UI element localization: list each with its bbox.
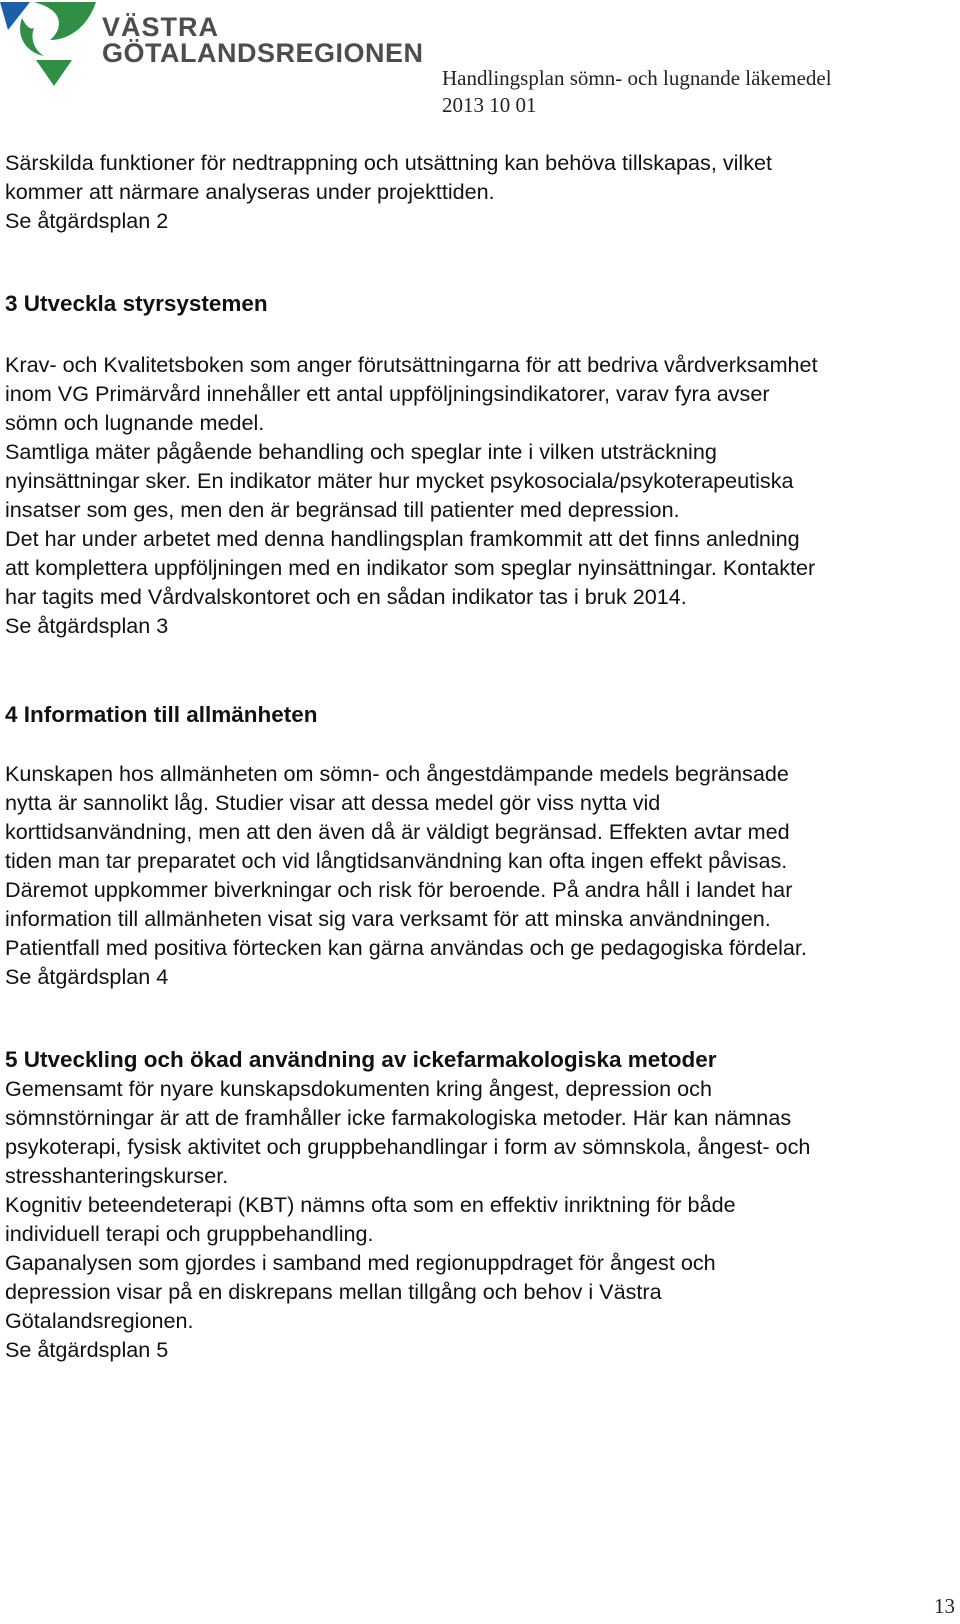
section5-paragraph1: Gemensamt för nyare kunskapsdokumenten kring ångest, depression och sömnstörningar är att de framhåller icke farmakologiska metoder. Här kan nämnas psykoterapi, fysisk aktivitet och gruppbehandlingar i form av sömnskola, ångest- och stresshanteringskurser. [5,1076,811,1188]
section3-paragraph1: Krav- och Kvalitetsboken som anger förutsättningarna för att bedriva vårdverksamhet inom VG Primärvård innehåller ett antal uppföljningsindikatorer, varav fyra avser sömn och lugnande medel. [5,352,818,435]
section4-heading: 4 Information till allmänheten [5,702,318,727]
section3-heading: 3 Utveckla styrsystemen [5,291,268,316]
section3-paragraph3: Det har under arbetet med denna handlingsplan framkommit att det finns anledning att komplettera uppföljningen med en indikator som speglar nyinsättningar. Kontakter har tagits med Vårdvalskontoret och en sådan indikator tas i bruk 2014. [5,526,816,609]
document-body [5,148,955,1364]
page-number: 13 [934,1594,955,1618]
section4-reference: Se åtgärdsplan 4 [5,964,169,989]
section4-paragraph1: Kunskapen hos allmänheten om sömn- och ångestdämpande medels begränsade nytta är sannolikt låg. Studier visar att dessa medel gör viss nytta vid korttidsanvändning, men att den även då är väldigt begränsad. Effekten avtar med tiden man tar preparatet och vid långtidsanvändning kan ofta ingen effekt påvisas. Däremot uppkommer biverkningar och risk för beroende. På andra håll i landet har information till allmänheten visat sig vara verksamt för att minska användningen. Patientfall med positiva förtecken kan gärna användas och ge pedagogiska fördelar. [5,761,807,960]
logo-text-line2: GÖTALANDSREGIONEN [102,38,424,68]
section5-paragraph2: Kognitiv beteendeterapi (KBT) nämns ofta som en effektiv inriktning för både individuell terapi och gruppbehandling. [5,1192,736,1246]
document-date: 2013 10 01 [442,93,537,117]
section5-paragraph3: Gapanalysen som gjordes i samband med regionuppdraget för ångest och depression visar på en diskrepans mellan tillgång och behov i Västra Götalandsregionen. [5,1250,716,1333]
section5-reference: Se åtgärdsplan 5 [5,1337,169,1362]
intro-paragraph: Särskilda funktioner för nedtrappning och utsättning kan behöva tillskapas, vilket kommer att närmare analyseras under projekttiden. [5,150,773,204]
vgregion-logo [0,0,430,92]
section3-paragraph2: Samtliga mäter pågående behandling och speglar inte i vilken utsträckning nyinsättningar sker. En indikator mäter hur mycket psykosociala/psykoterapeutiska insatser som ges, men den är begränsad till patienter med depression. [5,439,794,522]
intro-reference: Se åtgärdsplan 2 [5,208,169,233]
section3-reference: Se åtgärdsplan 3 [5,613,169,638]
logo-text-line1: VÄSTRA [102,12,220,42]
section5-heading: 5 Utveckling och ökad användning av ickefarmakologiska metoder [5,1047,717,1072]
logo-icon [0,0,100,92]
document-title: Handlingsplan sömn- och lugnande läkemedel [442,66,832,90]
